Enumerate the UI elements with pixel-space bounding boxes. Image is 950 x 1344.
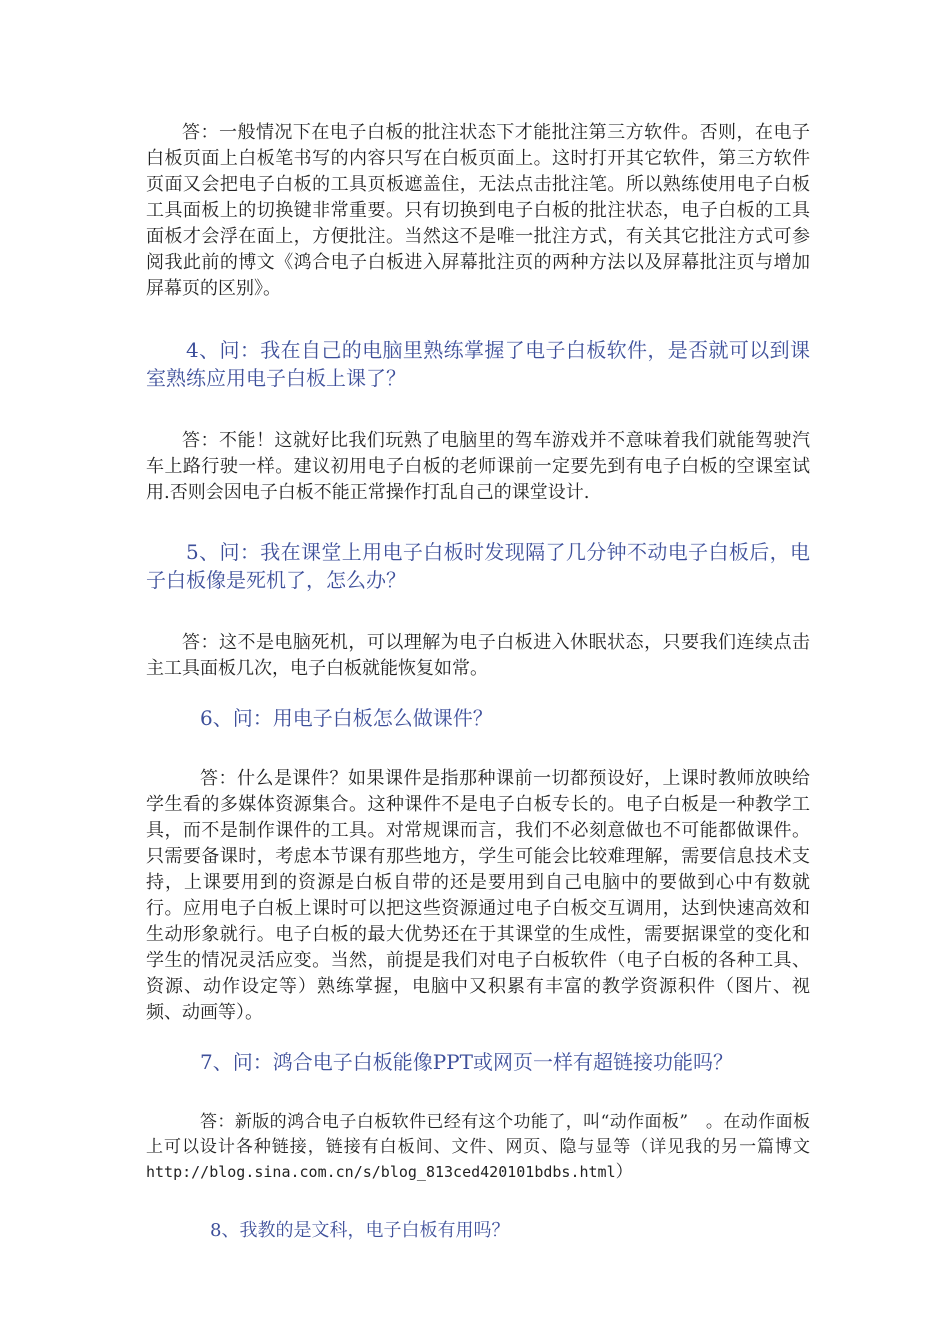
answer-6-paragraph: 答：什么是课件？如果课件是指那种课前一切都预设好，上课时教师放映给学生看的多媒体资源集合。这种课件不是电子白板专长的。电子白板是一种教学工具，而不是制作课件的工具。对常规课而言，我们不必刻意做也不可能都做课件。只需要备课时，考虑本节课有那些地方，学生可能会比较难理解，需要信息技术支持，上课要用到的资源是白板自带的还是要用到自己电脑中的要做到心中有数就行。应用电子白板上课时可以把这些资源通过电子白板交互调用，达到快速高效和生动形象就行。电子白板的最大优势还在于其课堂的生成性，需要据课堂的变化和学生的情况灵活应变。当然，前提是我们对电子白板软件（电子白板的各种工具、资源、动作设定等）熟练掌握，电脑中又积累有丰富的教学资源积件（图片、视频、动画等）。 [146,768,810,1023]
answer-5-paragraph: 答：这不是电脑死机，可以理解为电子白板进入休眠状态，只要我们连续点击主工具面板几次，电子白板就能恢复如常。 [146,632,810,679]
question-4-heading: 4、问：我在自己的电脑里熟练掌握了电子白板软件，是否就可以到课室熟练应用电子白板上课了？ [146,338,810,390]
blog-link[interactable]: http://blog.sina.com.cn/s/blog_813ced420101bdbs.html [146,1163,616,1181]
document-body [146,120,810,1245]
answer-4-paragraph: 答：不能！这就好比我们玩熟了电脑里的驾车游戏并不意味着我们就能驾驶汽车上路行驶一样。建议初用电子白板的老师课前一定要先到有电子白板的空课室试用.否则会因电子白板不能正常操作打乱自己的课堂设计. [146,430,810,503]
answer-7-text: 答：新版的鸿合电子白板软件已经有这个功能了，叫“动作面板” 。在动作面板上可以设计各种链接，链接有白板间、文件、网页、隐与显等（详见我的另一篇博文 [146,1112,810,1157]
answer-7-closing: ） [615,1162,633,1182]
question-5-heading: 5、问：我在课堂上用电子白板时发现隔了几分钟不动电子白板后，电子白板像是死机了，怎么办？ [146,540,810,592]
question-6-heading: 6、问：用电子白板怎么做课件？ [200,706,493,730]
question-7-heading: 7、问：鸿合电子白板能像PPT或网页一样有超链接功能吗？ [200,1050,733,1074]
answer-3-paragraph: 答：一般情况下在电子白板的批注状态下才能批注第三方软件。否则，在电子白板页面上白板笔书写的内容只写在白板页面上。这时打开其它软件，第三方软件页面又会把电子白板的工具页板遮盖住，无法点击批注笔。所以熟练使用电子白板工具面板上的切换键非常重要。只有切换到电子白板的批注状态，电子白板的工具面板才会浮在面上，方便批注。当然这不是唯一批注方式，有关其它批注方式可参阅我此前的博文《鸿合电子白板进入屏幕批注页的两种方法以及屏幕批注页与增加屏幕页的区别》。 [146,122,810,299]
answer-7-paragraph [146,1110,810,1185]
question-8-heading: 8、我教的是文科，电子白板有用吗？ [210,1220,510,1241]
